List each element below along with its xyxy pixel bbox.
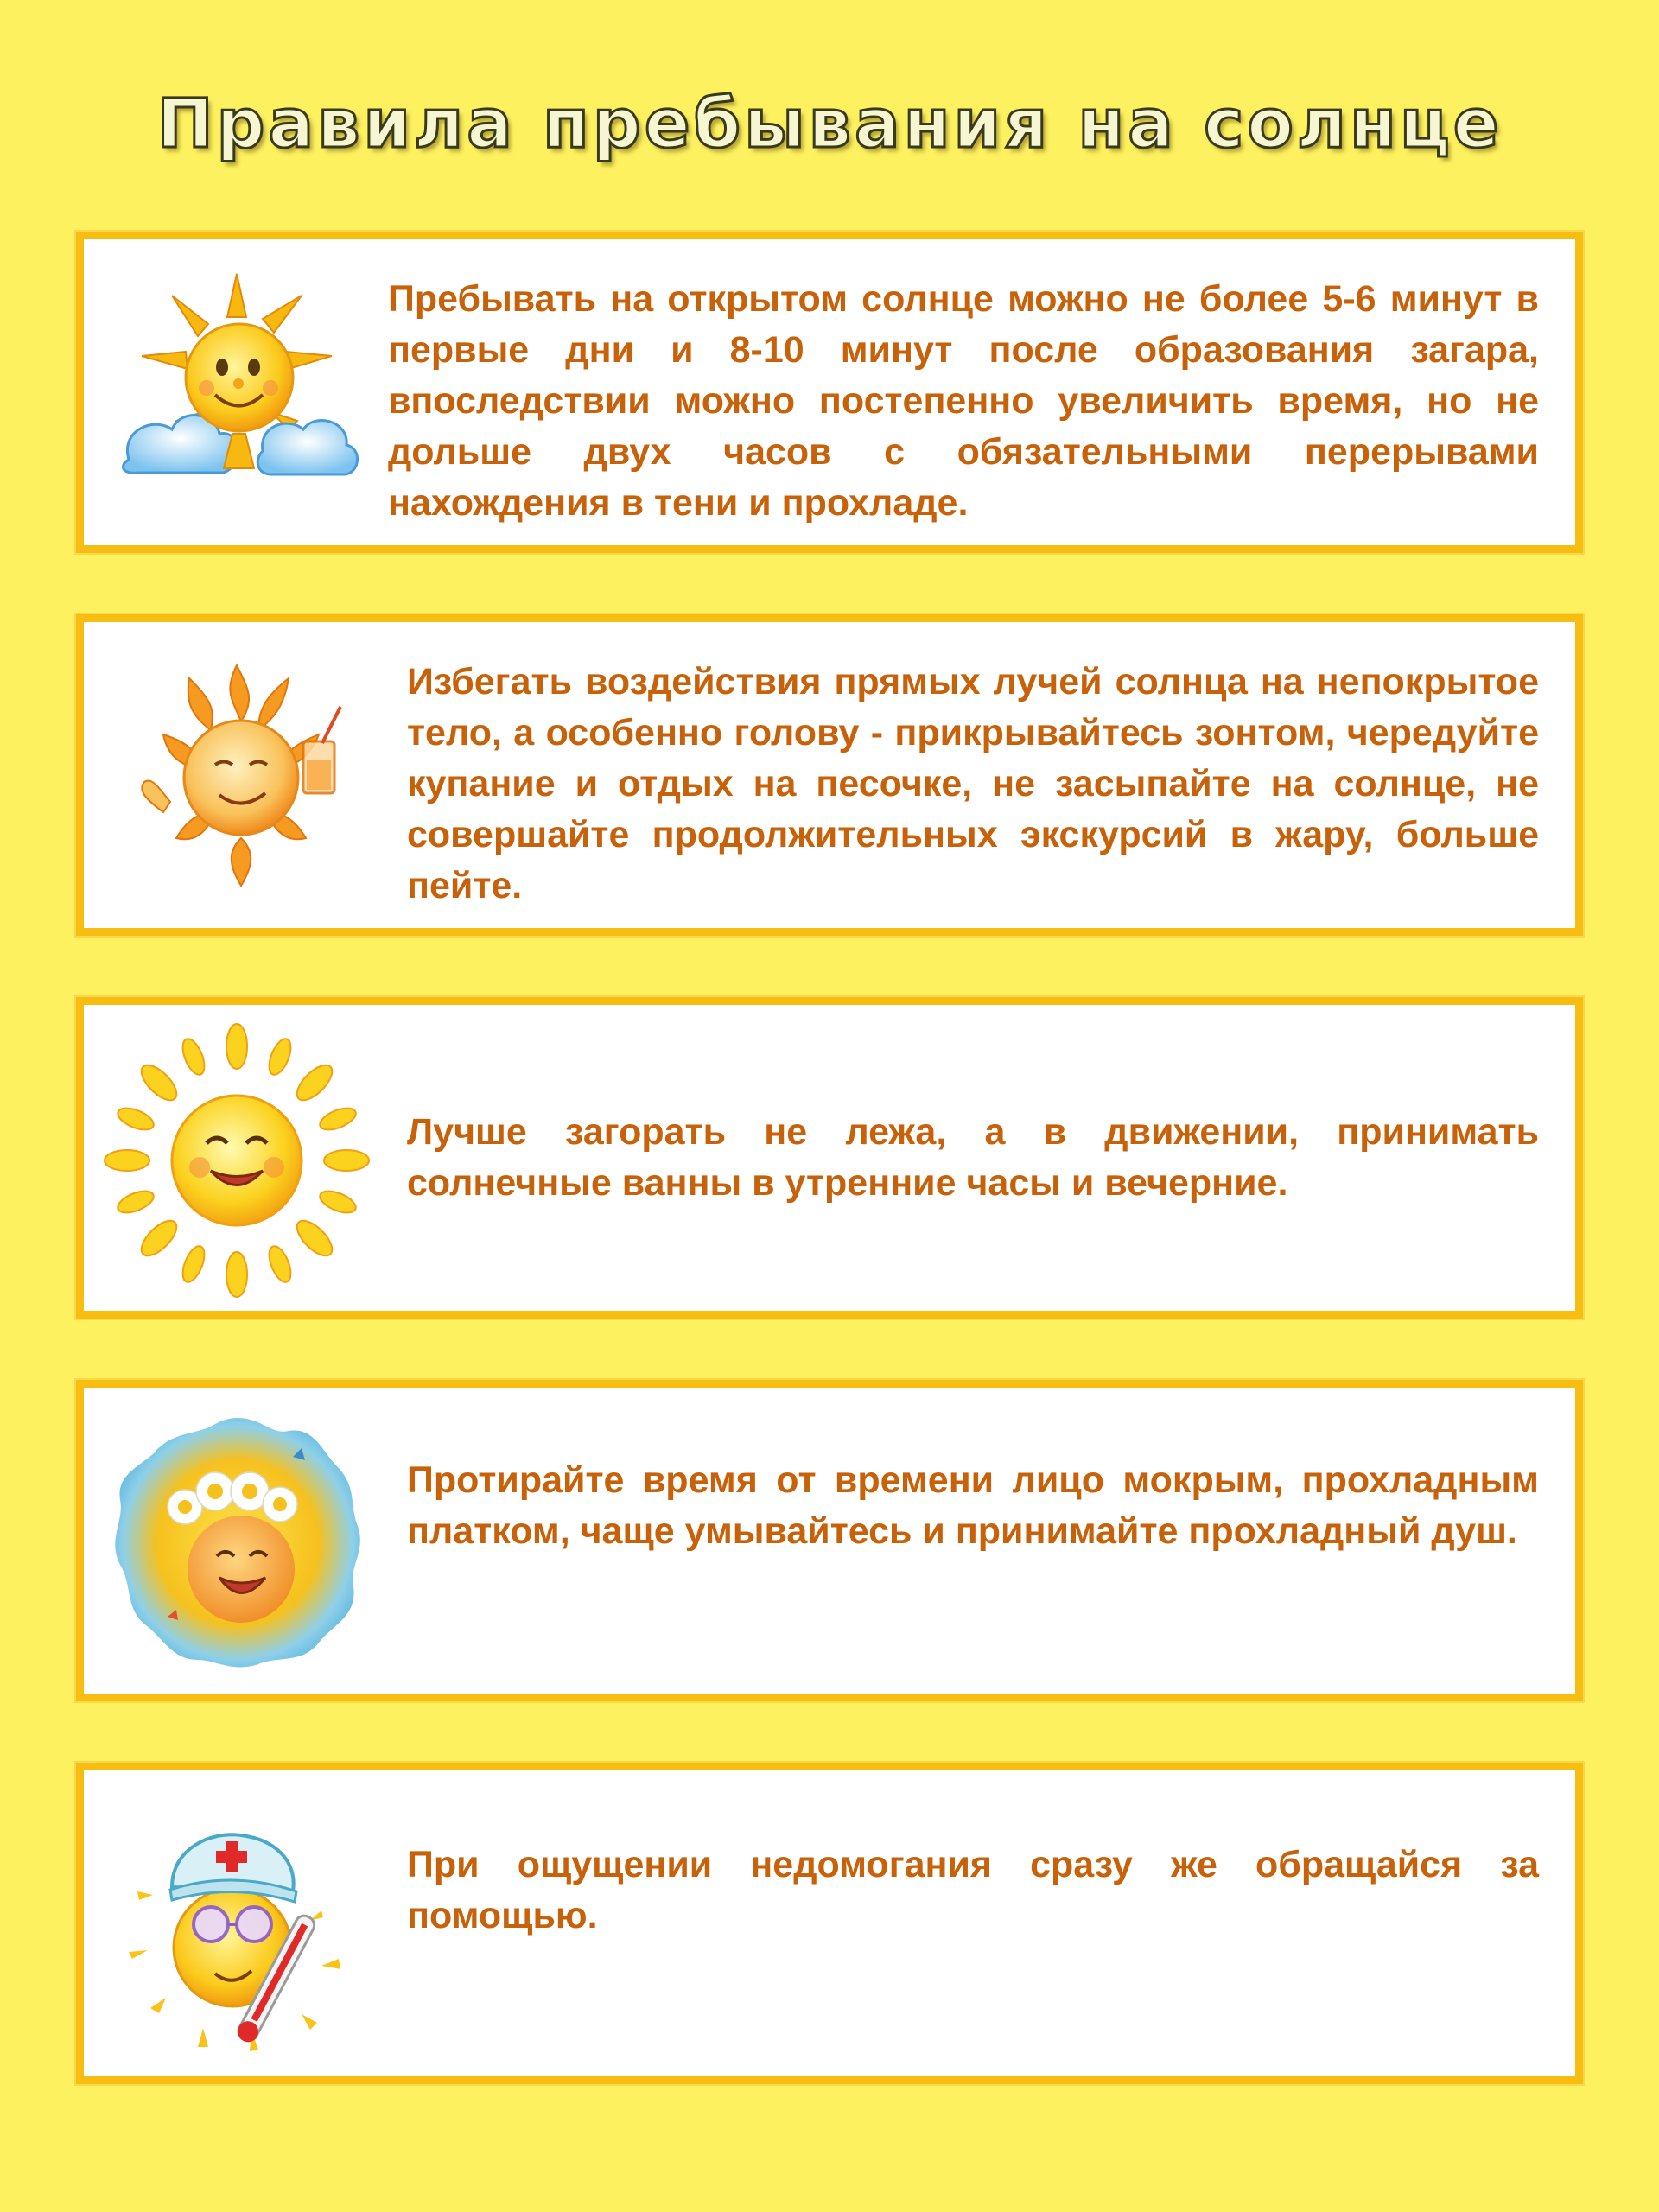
rule-text: Протирайте время от времени лицо мокрым, прохладным платком, чаще умывайтесь и принимайте прохладный душ. (407, 1459, 1539, 1552)
rule-card-2 (76, 614, 1583, 936)
rule-text: Избегать воздействия прямых лучей солнца на непокрытое тело, а особенно голову - прикрывайтесь зонтом, чередуйте купание и отдых на песочке, не засыпайте на солнце, не совершайте продолжительных экскурсий в жару, больше пейте. (407, 661, 1539, 906)
rule-text: Лучше загорать не лежа, а в движении, принимать солнечные ванны в утренние часы и вечерние. (407, 1111, 1539, 1204)
rule-text: При ощущении недомогания сразу же обращайся за помощью. (407, 1844, 1539, 1936)
sun-with-clouds-icon (103, 257, 371, 533)
sun-with-drink-icon (103, 639, 371, 916)
smiling-sun-icon (103, 1022, 371, 1299)
rule-card-5 (76, 1763, 1583, 2084)
rule-card-1 (76, 232, 1583, 553)
page-title: Правила пребывания на солнце (156, 86, 1503, 163)
rule-card-3 (76, 997, 1583, 1319)
rule-card-4 (76, 1380, 1583, 1701)
sun-with-flower-wreath-icon (103, 1405, 371, 1681)
sun-doctor-with-thermometer-icon (103, 1788, 371, 2064)
rule-text: Пребывать на открытом солнце можно не более 5-6 минут в первые дни и 8-10 минут после образования загара, впоследствии можно постепенно увеличить время, но не дольше двух часов с обязательными перерывами нахождения в тени и прохладе. (388, 278, 1539, 524)
